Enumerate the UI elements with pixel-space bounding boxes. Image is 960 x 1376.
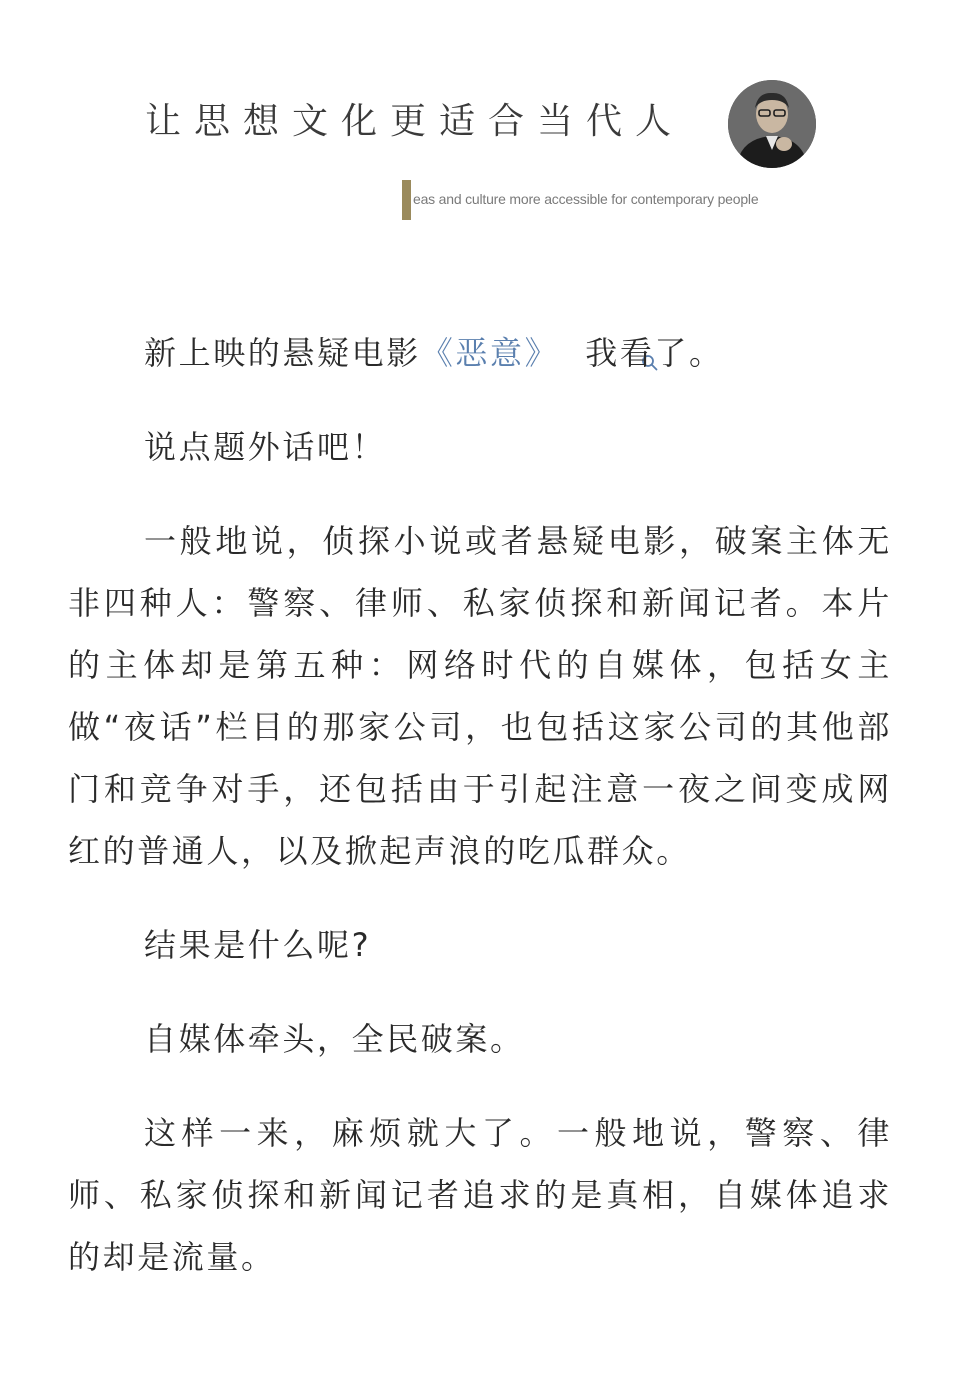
article-body [68,322,892,1320]
paragraph-2: 说点题外话吧！ [144,428,387,466]
paragraph-4: 结果是什么呢? [144,926,372,964]
paragraph-1 [68,322,892,384]
paragraph-1-lead: 新上映的悬疑电影 [144,334,421,372]
english-tagline: eas and culture more accessible for contemporary people [413,191,759,207]
search-icon[interactable] [565,330,583,348]
avatar-portrait-icon [728,80,816,168]
paragraph-6: 这样一来，麻烦就大了。一般地说，警察、律师、私家侦探和新闻记者追求的是真相，自媒体追求的却是流量。 [68,1114,892,1276]
accent-bar [402,180,411,220]
portrait-avatar [728,80,816,168]
paragraph-5: 自媒体牵头，全民破案。 [144,1020,525,1058]
paragraph-1-tail: 我看了。 [585,334,724,372]
slogan-title: 让思想文化更适合当代人 [145,101,685,142]
paragraph-3: 一般地说，侦探小说或者悬疑电影，破案主体无非四种人：警察、律师、私家侦探和新闻记者。本片的主体却是第五种：网络时代的自媒体，包括女主做“夜话”栏目的那家公司，也包括这家公司的其他部门和竞争对手，还包括由于引起注意一夜之间变成网红的普通人，以及掀起声浪的吃瓜群众。 [68,522,892,870]
header-banner [0,0,960,250]
movie-title-link[interactable]: 《恶意》 [420,334,560,372]
